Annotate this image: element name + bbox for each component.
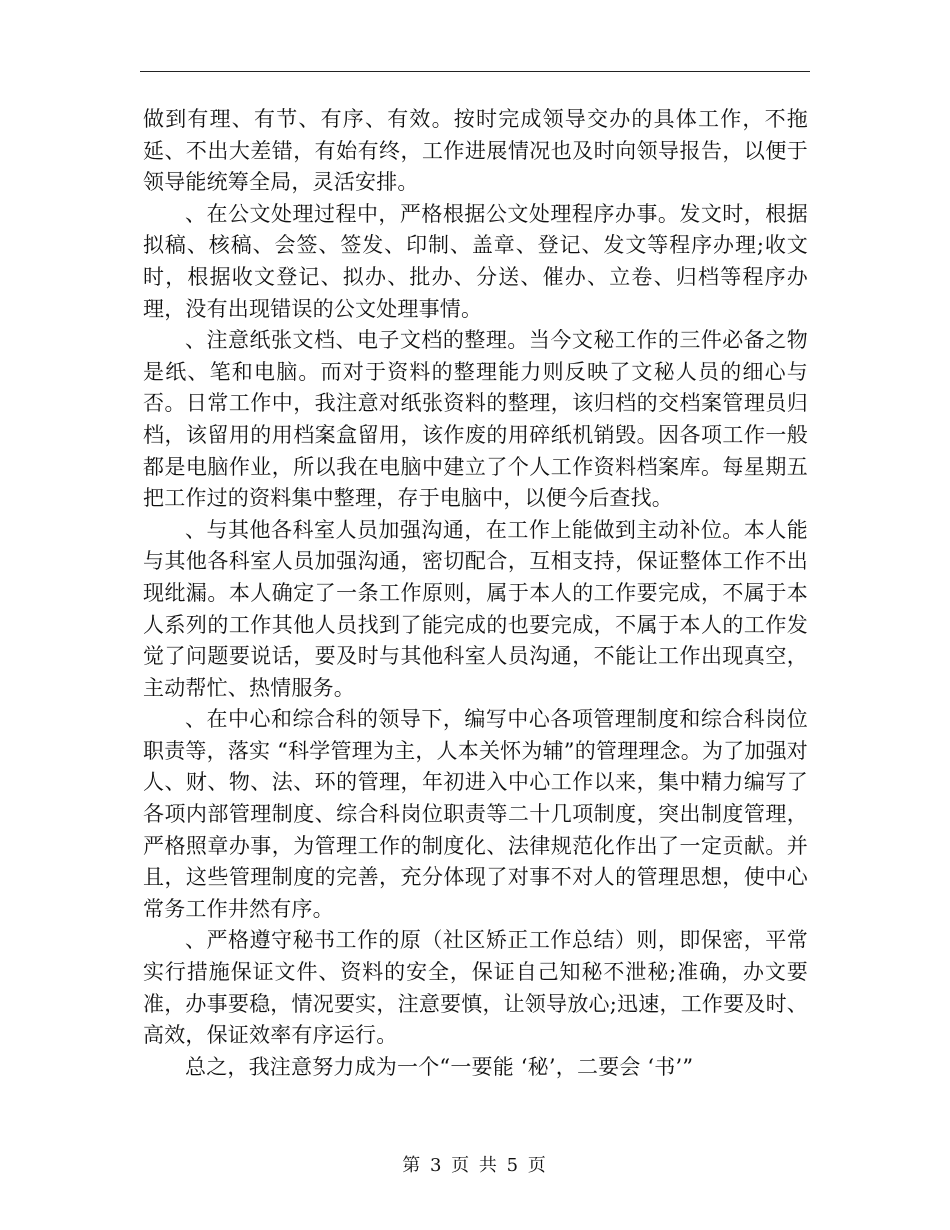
paragraph: 总之，我注意努力成为一个“一要能 ‘秘’，二要会 ‘书’”: [185, 1054, 694, 1079]
paragraph: 做到有理、有节、有序、有效。按时完成领导交办的具体工作，不拖延、不出大差错，有始有终，工作进展情况也及时向领导报告，以便于领导能统筹全局，灵活安排。: [143, 107, 808, 195]
paragraph: 、注意纸张文档、电子文档的整理。当今文秘工作的三件必备之物是纸、笔和电脑。而对于资料的整理能力则反映了文秘人员的细心与否。日常工作中，我注意对纸张资料的整理，该归档的交档案管理员归档，该留用的用档案盒留用，该作废的用碎纸机销毁。因各项工作一般都是电脑作业，所以我在电脑中建立了个人工作资料档案库。每星期五把工作过的资料集中整理，存于电脑中，以便今后查找。: [143, 328, 808, 511]
paragraph: 、严格遵守秘书工作的原（社区矫正工作总结）则，即保密，平常实行措施保证文件、资料的安全，保证自己知秘不泄秘;准确，办文要准，办事要稳，情况要实，注意要慎，让领导放心;迅速，工作要及时、高效，保证效率有序运行。: [143, 928, 808, 1048]
paragraph: 、在中心和综合科的领导下，编写中心各项管理制度和综合科岗位职责等，落实 “科学管理为主，人本关怀为辅”的管理理念。为了加强对人、财、物、法、环的管理，年初进入中心工作以来，集中精力编写了各项内部管理制度、综合科岗位职责等二十几项制度，突出制度管理，严格照章办事，为管理工作的制度化、法律规范化作出了一定贡献。并且，这些管理制度的完善，充分体现了对事不对人的管理思想，使中心常务工作井然有序。: [143, 707, 808, 921]
header-rule: [140, 71, 810, 72]
document-body: [143, 104, 808, 1083]
paragraph: 、在公文处理过程中，严格根据公文处理程序办事。发文时，根据拟稿、核稿、会签、签发、印制、盖章、登记、发文等程序办理;收文时，根据收文登记、拟办、批办、分送、催办、立卷、归档等程序办理，没有出现错误的公文处理事情。: [143, 201, 808, 321]
page-number-footer: 第 3 页 共 5 页: [402, 1155, 548, 1176]
paragraph: 、与其他各科室人员加强沟通，在工作上能做到主动补位。本人能与其他各科室人员加强沟通，密切配合，互相支持，保证整体工作不出现纰漏。本人确定了一条工作原则，属于本人的工作要完成，不属于本人系列的工作其他人员找到了能完成的也要完成，不属于本人的工作发觉了问题要说话，要及时与其他科室人员沟通，不能让工作出现真空，主动帮忙、热情服务。: [143, 517, 808, 700]
